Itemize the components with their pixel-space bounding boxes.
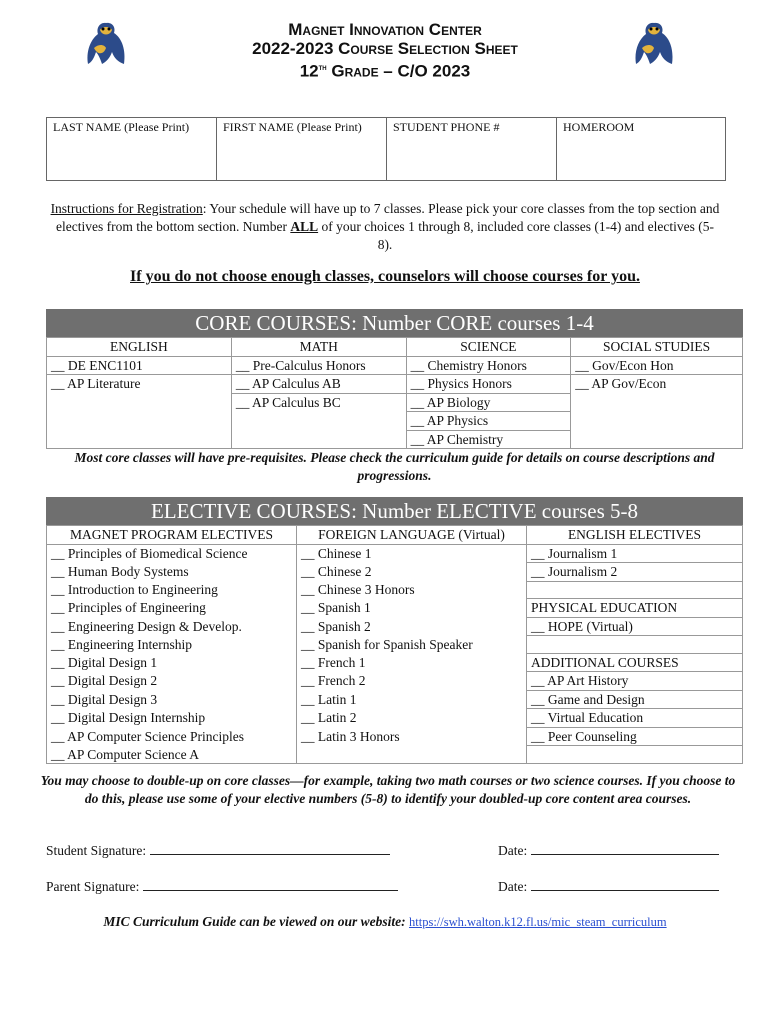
core-course-option[interactable]: __ AP Calculus AB <box>232 375 406 394</box>
core-course-option[interactable]: __ Pre-Calculus Honors <box>232 357 406 376</box>
student-date-line[interactable] <box>531 843 719 855</box>
student-date-label: Date: <box>498 843 531 858</box>
parent-signature-row <box>46 879 531 895</box>
last-name-label: LAST NAME (Please Print) <box>53 120 190 134</box>
student-signature-line[interactable] <box>150 843 390 855</box>
student-phone-label: STUDENT PHONE # <box>393 120 500 134</box>
elective-course-option[interactable]: __ Virtual Education <box>527 709 743 728</box>
school-name: Magnet Innovation Center <box>288 20 482 39</box>
elective-course-option[interactable]: __ AP Art History <box>527 672 743 691</box>
core-column-cell <box>571 356 743 449</box>
core-course-option[interactable]: __ Chemistry Honors <box>407 357 571 376</box>
instructions-text-b: of your choices 1 through 8, included core classes (1-4) and electives (5-8). <box>318 219 714 252</box>
instructions-text-a: : Your schedule will have up to 7 classes. Please pick your core classes from the top section and electives from the bottom section. Number <box>56 201 720 234</box>
elective-course-option[interactable]: __ Engineering Design & Develop. <box>47 617 297 636</box>
curriculum-guide-label: MIC Curriculum Guide can be viewed on our website: <box>103 914 410 929</box>
elective-courses-section <box>46 497 743 764</box>
elective-courses-table <box>46 525 743 764</box>
elective-course-option[interactable]: __ Digital Design 3 <box>47 690 297 709</box>
elective-course-option[interactable]: __ Peer Counseling <box>527 727 743 746</box>
core-course-option[interactable]: __ AP Physics <box>407 412 571 431</box>
elective-course-option[interactable]: __ Journalism 2 <box>527 563 743 582</box>
double-up-note: You may choose to double-up on core classes—for example, taking two math courses or two science courses. If you choose to do this, please use some of your elective numbers (5-8) to identify your doubled-up core content area courses. <box>40 773 736 806</box>
core-course-option[interactable]: __ DE ENC1101 <box>47 357 231 376</box>
elective-course-option[interactable]: __ Chinese 1 <box>297 544 527 563</box>
elective-course-option[interactable]: __ AP Computer Science A <box>47 746 297 764</box>
core-course-option[interactable]: __ AP Biology <box>407 394 571 413</box>
additional-courses-header: ADDITIONAL COURSES <box>527 653 743 672</box>
empty-cell <box>527 746 743 764</box>
empty-cell <box>527 581 743 599</box>
core-course-option[interactable]: __ Gov/Econ Hon <box>571 357 742 376</box>
instructions-label: Instructions for Registration <box>50 201 203 216</box>
student-date-group <box>498 843 719 859</box>
core-courses-banner: CORE COURSES: Number CORE courses 1-4 <box>46 309 743 337</box>
elective-course-option[interactable]: __ French 1 <box>297 653 527 672</box>
elective-course-option[interactable]: __ Digital Design Internship <box>47 709 297 728</box>
magnet-electives-header: MAGNET PROGRAM ELECTIVES <box>47 526 297 545</box>
elective-course-option[interactable]: __ Latin 3 Honors <box>297 727 527 746</box>
empty-cell <box>527 636 743 654</box>
student-info-table <box>46 117 726 181</box>
last-name-field[interactable] <box>47 118 217 181</box>
elective-courses-banner: ELECTIVE COURSES: Number ELECTIVE courses 5-8 <box>46 497 743 525</box>
core-course-option[interactable]: __ Physics Honors <box>407 375 571 394</box>
elective-course-option[interactable]: __ Engineering Internship <box>47 636 297 654</box>
core-column-header: MATH <box>231 338 406 357</box>
elective-course-option <box>297 746 527 764</box>
grade-rest: Grade – C/O 2023 <box>326 61 471 81</box>
elective-course-option[interactable]: __ Chinese 2 <box>297 563 527 582</box>
elective-course-option[interactable]: __ Principles of Engineering <box>47 599 297 618</box>
core-course-option[interactable]: __ AP Chemistry <box>410 431 504 447</box>
elective-course-option[interactable]: __ AP Computer Science Principles <box>47 727 297 746</box>
physical-education-header: PHYSICAL EDUCATION <box>527 599 743 618</box>
elective-course-option[interactable]: __ Game and Design <box>527 690 743 709</box>
elective-course-option[interactable]: __ Spanish 1 <box>297 599 527 618</box>
parent-date-line[interactable] <box>531 879 719 891</box>
student-signature-row <box>46 843 531 859</box>
curriculum-guide-link[interactable]: https://swh.walton.k12.fl.us/mic_steam_curriculum <box>409 915 667 929</box>
elective-course-option[interactable]: __ Latin 2 <box>297 709 527 728</box>
sheet-title: 2022-2023 Course Selection Sheet <box>252 39 518 58</box>
homeroom-field[interactable] <box>557 118 726 181</box>
parent-signature-label: Parent Signature: <box>46 879 143 894</box>
core-courses-section <box>46 309 743 484</box>
curriculum-guide-footer <box>0 914 770 930</box>
grade-suffix: th <box>318 62 327 72</box>
elective-course-option[interactable]: __ Spanish for Spanish Speaker <box>297 636 527 654</box>
elective-course-option[interactable]: __ HOPE (Virtual) <box>527 617 743 636</box>
student-signature-label: Student Signature: <box>46 843 150 858</box>
parent-date-label: Date: <box>498 879 531 894</box>
elective-course-option[interactable]: __ Spanish 2 <box>297 617 527 636</box>
prerequisite-note: Most core classes will have pre-requisites. Please check the curriculum guide for details on course descriptions and progressions. <box>74 450 715 483</box>
page-title <box>0 20 770 81</box>
core-courses-table <box>46 337 743 449</box>
first-name-label: FIRST NAME (Please Print) <box>223 120 362 134</box>
elective-course-option[interactable]: __ Digital Design 1 <box>47 653 297 672</box>
first-name-field[interactable] <box>217 118 387 181</box>
core-column-cell <box>406 356 571 449</box>
foreign-language-header: FOREIGN LANGUAGE (Virtual) <box>297 526 527 545</box>
elective-course-option[interactable]: __ Digital Design 2 <box>47 672 297 691</box>
homeroom-label: HOMEROOM <box>563 120 635 134</box>
elective-course-option[interactable]: __ Latin 1 <box>297 690 527 709</box>
elective-course-option[interactable]: __ French 2 <box>297 672 527 691</box>
elective-course-option[interactable]: __ Chinese 3 Honors <box>297 581 527 599</box>
english-electives-header: ENGLISH ELECTIVES <box>527 526 743 545</box>
grade-line <box>0 58 770 81</box>
core-course-option[interactable]: __ AP Literature <box>51 376 141 391</box>
grade-number: 12 <box>299 61 319 81</box>
elective-course-option[interactable]: __ Journalism 1 <box>527 544 743 563</box>
instructions-all: ALL <box>290 219 319 234</box>
core-column-header: SOCIAL STUDIES <box>571 338 743 357</box>
student-phone-field[interactable] <box>387 118 557 181</box>
instructions <box>50 200 720 254</box>
parent-signature-line[interactable] <box>143 879 398 891</box>
core-column-cell <box>47 356 232 449</box>
core-column-header: SCIENCE <box>406 338 571 357</box>
elective-course-option[interactable]: __ Introduction to Engineering <box>47 581 297 599</box>
parent-date-group <box>498 879 719 895</box>
core-column-header: ENGLISH <box>47 338 232 357</box>
core-column-cell <box>231 356 406 449</box>
core-course-option[interactable]: __ AP Calculus BC <box>235 394 341 410</box>
core-course-option[interactable]: __ AP Gov/Econ <box>575 376 667 391</box>
elective-course-option[interactable]: __ Human Body Systems <box>47 563 297 582</box>
counselor-warning: If you do not choose enough classes, counselors will choose courses for you. <box>130 268 640 285</box>
elective-course-option[interactable]: __ Principles of Biomedical Science <box>47 544 297 563</box>
